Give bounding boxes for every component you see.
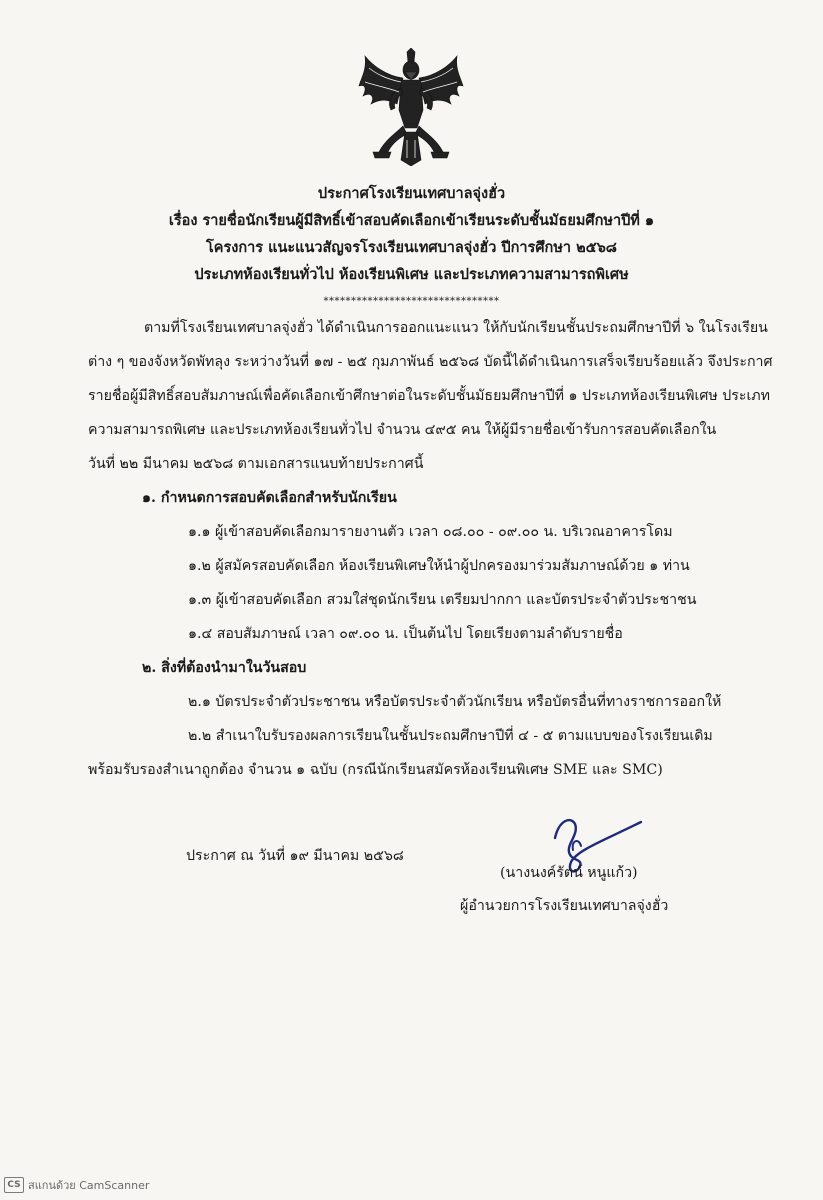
announce-date: ประกาศ ณ วันที่ ๑๙ มีนาคม ๒๕๖๘ (186, 848, 404, 864)
announcement-project: โครงการ แนะแนวสัญจรโรงเรียนเทศบาลจุ่งฮั่ว ปีการศึกษา ๒๕๖๘ (206, 239, 617, 256)
intro-line-2: ต่าง ๆ ของจังหวัดพัทลุง ระหว่างวันที่ ๑๗ - ๒๕ กุมภาพันธ์ ๒๕๖๘ บัดนี้ได้ดำเนินการเสร็จเรียบร้อยแล้ว จึงประกาศ (88, 354, 773, 370)
announcement-subject: เรื่อง รายชื่อนักเรียนผู้มีสิทธิ์เข้าสอบคัดเลือกเข้าเรียนระดับชั้นมัธยมศึกษาปีที่ ๑ (168, 212, 655, 229)
section-1-item-2: ๑.๒ ผู้สมัครสอบคัดเลือก ห้องเรียนพิเศษให้นำผู้ปกครองมาร่วมสัมภาษณ์ด้วย ๑ ท่าน (188, 558, 690, 574)
intro-line-3: รายชื่อผู้มีสิทธิ์สอบสัมภาษณ์เพื่อคัดเลือกเข้าศึกษาต่อในระดับชั้นมัธยมศึกษาปีที่ ๑ ประเภทห้องเรียนพิเศษ ประเภท (88, 388, 770, 404)
camscanner-watermark (4, 1176, 149, 1194)
section-1-item-4: ๑.๔ สอบสัมภาษณ์ เวลา ๐๙.๐๐ น. เป็นต้นไป โดยเรียงตามลำดับรายชื่อ (188, 626, 623, 642)
section-2-title: ๒. สิ่งที่ต้องนำมาในวันสอบ (142, 660, 307, 676)
separator-stars: ******************************** (323, 296, 500, 307)
section-1-title: ๑. กำหนดการสอบคัดเลือกสำหรับนักเรียน (142, 490, 397, 506)
camscanner-icon: CS (4, 1177, 24, 1193)
section-2-item-2: ๒.๒ สำเนาใบรับรองผลการเรียนในชั้นประถมศึกษาปีที่ ๔ - ๕ ตามแบบของโรงเรียนเดิม (188, 728, 713, 744)
signatory-title: ผู้อำนวยการโรงเรียนเทศบาลจุ่งฮั่ว (460, 898, 669, 914)
intro-line-1: ตามที่โรงเรียนเทศบาลจุ่งฮั่ว ได้ดำเนินการออกแนะแนว ให้กับนักเรียนชั้นประถมศึกษาปีที่ ๖ ในโรงเรียน (144, 320, 768, 336)
intro-line-5: วันที่ ๒๒ มีนาคม ๒๕๖๘ ตามเอกสารแนบท้ายประกาศนี้ (88, 456, 424, 472)
section-1-item-3: ๑.๓ ผู้เข้าสอบคัดเลือก สวมใส่ชุดนักเรียน เตรียมปากกา และบัตรประจำตัวประชาชน (188, 592, 697, 608)
section-2-item-1: ๒.๑ บัตรประจำตัวประชาชน หรือบัตรประจำตัวนักเรียน หรือบัตรอื่นที่ทางราชการออกให้ (188, 694, 722, 710)
intro-line-4: ความสามารถพิเศษ และประเภทห้องเรียนทั่วไป จำนวน ๔๙๕ คน ให้ผู้มีรายชื่อเข้ารับการสอบคัดเลือกใน (88, 422, 717, 438)
camscanner-text: สแกนด้วย CamScanner (28, 1179, 150, 1192)
section-2-item-2-cont: พร้อมรับรองสำเนาถูกต้อง จำนวน ๑ ฉบับ (กรณีนักเรียนสมัครห้องเรียนพิเศษ SME และ SMC) (88, 762, 663, 778)
garuda-emblem-icon (357, 48, 465, 166)
signatory-name: (นางนงค์รัตน์ หนูแก้ว) (500, 865, 638, 881)
section-1-item-1: ๑.๑ ผู้เข้าสอบคัดเลือกมารายงานตัว เวลา ๐๘.๐๐ - ๐๙.๐๐ น. บริเวณอาคารโดม (188, 524, 673, 540)
announcement-categories: ประเภทห้องเรียนทั่วไป ห้องเรียนพิเศษ และประเภทความสามารถพิเศษ (194, 266, 629, 283)
announcement-title: ประกาศโรงเรียนเทศบาลจุ่งฮั่ว (317, 185, 506, 202)
